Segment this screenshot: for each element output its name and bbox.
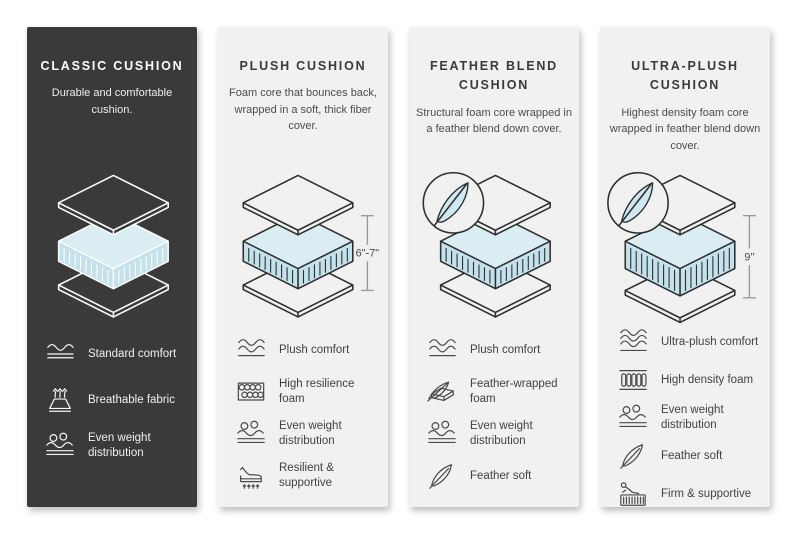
wave2-icon [234, 335, 268, 365]
panel-description: Highest density foam core wrapped in feather blend down cover. [609, 106, 761, 152]
feature-item [43, 431, 192, 461]
density-icon [616, 365, 650, 395]
panel-description: Durable and comfortable cushion. [51, 87, 173, 116]
feature-label: Ultra-plush comfort [661, 335, 759, 348]
feature-label: Standard comfort [88, 347, 177, 360]
feather-magnifier-icon [423, 173, 483, 233]
feather-icon [425, 461, 459, 491]
cushion-layers-diagram [225, 170, 382, 327]
feature-label: High density foam [661, 373, 754, 386]
feature-item [234, 419, 383, 449]
page-title: PLUSH CUSHION [239, 59, 367, 73]
resilient-icon [234, 461, 268, 491]
cushion-illustration [27, 170, 197, 328]
feature-label: Resilient & supportive [279, 462, 334, 489]
feature-item [234, 461, 383, 491]
feature-item [425, 377, 574, 407]
feature-item [234, 377, 383, 407]
feature-list [43, 339, 192, 477]
feature-list [234, 335, 383, 503]
wave3-icon [616, 327, 650, 357]
cushion-illustration [218, 170, 388, 328]
page-title: CLASSIC CUSHION [40, 59, 184, 73]
height-dimension-label: 6"-7" [355, 247, 379, 260]
feature-item [425, 461, 574, 491]
feature-item [425, 419, 574, 449]
feature-label: Plush comfort [470, 343, 541, 356]
panel-description: Foam core that bounces back, wrapped in a soft, thick fiber cover. [229, 87, 377, 133]
feature-item [616, 365, 765, 395]
feature-label: Even weight distribution [470, 420, 533, 447]
featherwrap-icon [425, 377, 459, 407]
feature-item [425, 335, 574, 365]
panel-plush-cushion [218, 27, 388, 507]
cushion-illustration [409, 170, 579, 328]
cushion-layers-diagram [416, 170, 573, 327]
weight-icon [43, 431, 77, 461]
feature-label: Feather soft [470, 469, 532, 482]
feature-list [425, 335, 574, 503]
height-dimension-marker [355, 216, 379, 291]
feature-item [616, 403, 765, 433]
feature-label: High resilience foam [279, 378, 355, 405]
feature-label: Feather soft [661, 449, 723, 462]
feature-label: Even weight distribution [279, 420, 342, 447]
weight-icon [425, 419, 459, 449]
page-title: ULTRA-PLUSH CUSHION [631, 59, 739, 93]
feature-label: Firm & supportive [661, 487, 752, 500]
feather-icon [616, 441, 650, 471]
panel-feather-blend-cushion [409, 27, 579, 507]
feature-item [234, 335, 383, 365]
panel-classic-cushion [27, 27, 197, 507]
feature-item [616, 327, 765, 357]
feature-item [616, 441, 765, 471]
wave1-icon [43, 339, 77, 369]
panel-ultra-plush-cushion [600, 27, 770, 507]
feather-magnifier-icon [607, 173, 667, 233]
feature-label: Breathable fabric [88, 393, 175, 406]
feature-label: Plush comfort [279, 343, 350, 356]
foamcells-icon [234, 377, 268, 407]
weight-icon [234, 419, 268, 449]
feature-label: Feather-wrapped foam [470, 378, 558, 405]
feature-item [43, 339, 192, 369]
cushion-layers-diagram [607, 170, 764, 327]
feature-label: Even weight distribution [661, 404, 724, 431]
cushion-layers-diagram [34, 170, 191, 327]
feature-item [43, 385, 192, 415]
cushion-illustration [600, 170, 770, 328]
firm-icon [616, 479, 650, 509]
weight-icon [616, 403, 650, 433]
wave2-icon [425, 335, 459, 365]
feature-list [616, 327, 765, 517]
height-dimension-marker [743, 216, 756, 298]
panel-description: Structural foam core wrapped in a feather blend down cover. [416, 106, 572, 136]
breathable-icon [43, 385, 77, 415]
feature-item [616, 479, 765, 509]
feature-label: Even weight distribution [88, 432, 151, 459]
height-dimension-label: 9" [743, 251, 754, 264]
page-title: FEATHER BLEND CUSHION [429, 59, 559, 93]
